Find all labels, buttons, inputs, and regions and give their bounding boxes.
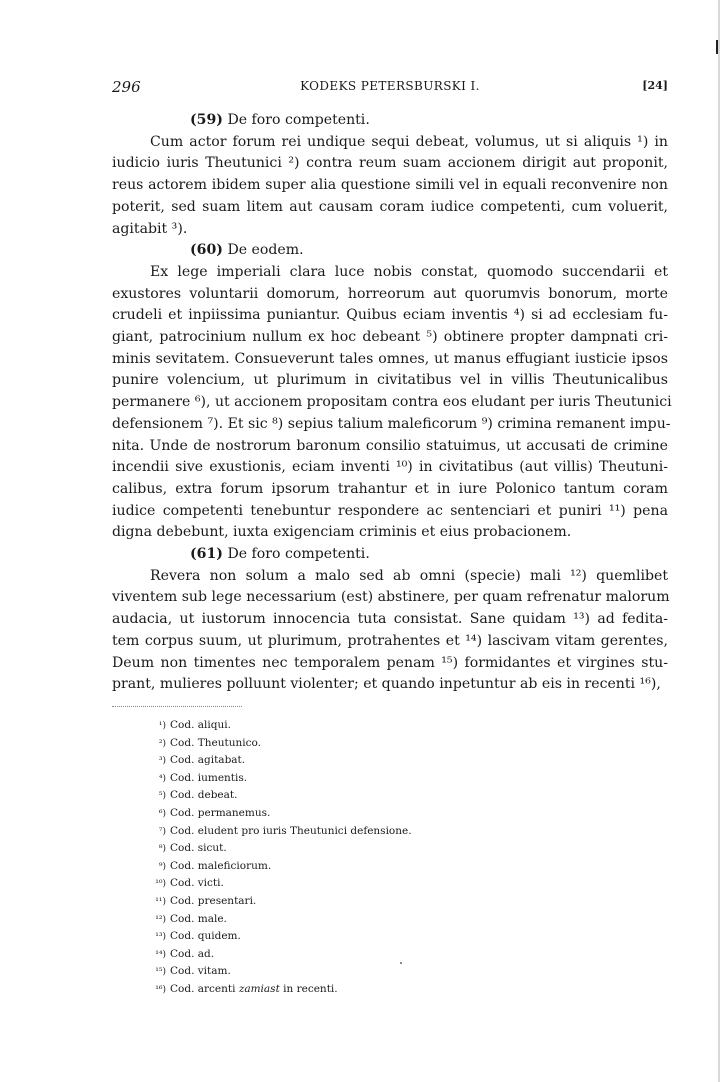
page-edge-mark	[716, 40, 718, 54]
footnote-marker: ⁷)	[158, 826, 166, 837]
text-line: poterit, sed suam litem aut causam coram iudice competenti, cum voluerit,	[112, 198, 668, 215]
footnote-text: Cod. eludent pro iuris Theutunici defensione.	[170, 824, 412, 837]
footnote-text: Cod. agitabat.	[170, 754, 246, 767]
text-line: audacia, ut iustorum innocencia tuta consistat. Sane quidam ¹³) ad fedita-	[112, 611, 668, 628]
page-number: 296	[112, 78, 141, 96]
footnote	[147, 963, 412, 981]
footnote	[147, 946, 412, 964]
main-text	[112, 110, 672, 696]
text-line: reus actorem ibidem super alia questione simili vel in equali reconvenire non	[112, 177, 668, 194]
footnote	[147, 770, 412, 788]
section-heading	[190, 544, 668, 566]
section-heading	[190, 110, 668, 132]
text-line: prant, mulieres polluunt violenter; et quando inpetuntur ab eis in recenti ¹⁶),	[112, 676, 661, 693]
section-title: De foro competenti.	[227, 546, 370, 563]
text-line: crudeli et inpiissima puniantur. Quibus eciam inventis ⁴) si ad ecclesiam fu-	[112, 307, 668, 324]
footnote-marker: ¹¹)	[155, 896, 166, 907]
footnote-marker: ⁸)	[158, 844, 166, 855]
footnote-italic: zamiast	[238, 982, 280, 995]
footnote-marker: ³)	[158, 756, 166, 767]
footnote	[147, 805, 412, 823]
text-line: viventem sub lege necessarium (est) abstinere, per quam refrenatur malorum	[112, 589, 670, 606]
text-line: exustores voluntarii domorum, horreorum aut quorumvis bonorum, morte	[112, 285, 668, 302]
footnote-text: Cod. presentari.	[170, 894, 257, 907]
footnote-text: Cod. maleficiorum.	[170, 859, 272, 872]
footnote-text: Cod. iumentis.	[170, 771, 248, 784]
text-line: digna debebunt, iuxta exigenciam criminis et eius probacionem.	[112, 524, 572, 541]
footnote-marker: ⁴)	[158, 773, 166, 784]
text-line: punire volencium, ut plurimum in civitatibus vel in villis Theutunicalibus	[112, 372, 668, 389]
text-line: nita. Unde de nostrorum baronum consilio statuimus, ut accusati de crimine	[112, 437, 668, 454]
footnote	[147, 787, 412, 805]
footnote	[147, 981, 412, 999]
footnote-text: Cod. debeat.	[170, 789, 238, 802]
footnote	[147, 735, 412, 753]
footnote	[147, 893, 412, 911]
footnote-marker: ⁵)	[158, 791, 166, 802]
section-number: (60)	[190, 242, 223, 259]
footnote-text: Cod. vitam.	[170, 965, 231, 978]
text-line: incendii sive exustionis, eciam inventi ¹⁰) in civitatibus (aut villis) Theutuni-	[112, 459, 668, 476]
text-line: tem corpus suum, ut plurimum, protrahentes et ¹⁴) lascivam vitam gerentes,	[112, 632, 668, 649]
footnote	[147, 717, 412, 735]
footnote-text: Cod. male.	[170, 912, 227, 925]
section-number: (61)	[190, 546, 223, 563]
text-line: defensionem ⁷). Et sic ⁸) sepius talium maleficorum ⁹) crimina remanent impu-	[112, 415, 671, 432]
footnote-text: Cod. sicut.	[170, 842, 227, 855]
footnote-marker: ¹³)	[155, 932, 166, 943]
section-heading	[190, 240, 668, 262]
footnote-text: Cod. aliqui.	[170, 719, 231, 731]
footnote-text: Cod. permanemus.	[170, 806, 271, 819]
footnote-tail: in recenti.	[283, 982, 338, 995]
footnotes	[147, 717, 412, 999]
section-number: (59)	[190, 112, 223, 128]
footnote	[147, 875, 412, 893]
text-line: minis sevitatem. Consueverunt tales omnes, ut manus effugiant iusticie ipsos	[112, 350, 668, 367]
text-line: giant, patrocinium nullum ex hoc debeant ⁵) obtinere propter dampnati cri-	[112, 329, 668, 346]
footnote-text: Cod. ad.	[170, 947, 215, 960]
footnote	[147, 840, 412, 858]
footnote-marker: ⁹)	[158, 861, 166, 872]
footnote-marker: ²)	[158, 738, 166, 749]
section-title: De eodem.	[227, 242, 304, 259]
paragraph	[112, 262, 672, 544]
footnote-text: Cod. quidem.	[170, 930, 241, 943]
text-line: Cum actor forum rei undique sequi debeat, volumus, ut si aliquis ¹) in	[150, 133, 668, 150]
footnote-marker: ⁶)	[158, 808, 166, 819]
footnote	[147, 752, 412, 770]
text-line: Deum non timentes nec temporalem penam ¹⁵) formidantes et virgines stu-	[112, 654, 668, 671]
text-line: calibus, extra forum ipsorum trahantur et in iure Polonico tantum coram	[112, 480, 668, 497]
paragraph	[112, 132, 668, 241]
footnote-marker: ¹)	[158, 721, 166, 731]
footnote-text: Cod. Theutunico.	[170, 736, 261, 749]
paragraph	[112, 566, 668, 696]
speck	[400, 962, 402, 964]
footnote-text: Cod. victi.	[170, 877, 224, 890]
text-line: Revera non solum a malo sed ab omni (specie) mali ¹²) quemlibet	[150, 567, 668, 584]
footnote	[147, 928, 412, 946]
text-line: Ex lege imperiali clara luce nobis constat, quomodo succendarii et	[150, 263, 668, 280]
footnote-text: Cod. arcenti	[170, 982, 236, 995]
footnote-marker: ¹²)	[155, 914, 166, 925]
footnote-marker: ¹⁰)	[155, 879, 166, 890]
footnote	[147, 911, 412, 929]
section-title: De foro competenti.	[227, 112, 370, 128]
text-line: permanere ⁶), ut accionem propositam contra eos eludant per iuris Theutunici	[112, 394, 672, 411]
footnote	[147, 823, 412, 841]
text-line: iudicio iuris Theutunici ²) contra reum suam accionem dirigit aut proponit,	[112, 155, 668, 172]
text-line: iudice competenti tenebuntur respondere ac sentenciari et puniri ¹¹) pena	[112, 502, 668, 519]
running-title: KODEKS PETERSBURSKI I.	[300, 79, 480, 93]
footnote-rule	[112, 706, 242, 707]
footnote-marker: ¹⁵)	[155, 967, 166, 978]
footnote-marker: ¹⁶)	[155, 984, 166, 995]
running-header	[112, 78, 668, 98]
footnote-marker: ¹⁴)	[155, 949, 166, 960]
section-marker: [24]	[642, 79, 668, 92]
footnote	[147, 858, 412, 876]
text-line: agitabit ³).	[112, 220, 188, 237]
